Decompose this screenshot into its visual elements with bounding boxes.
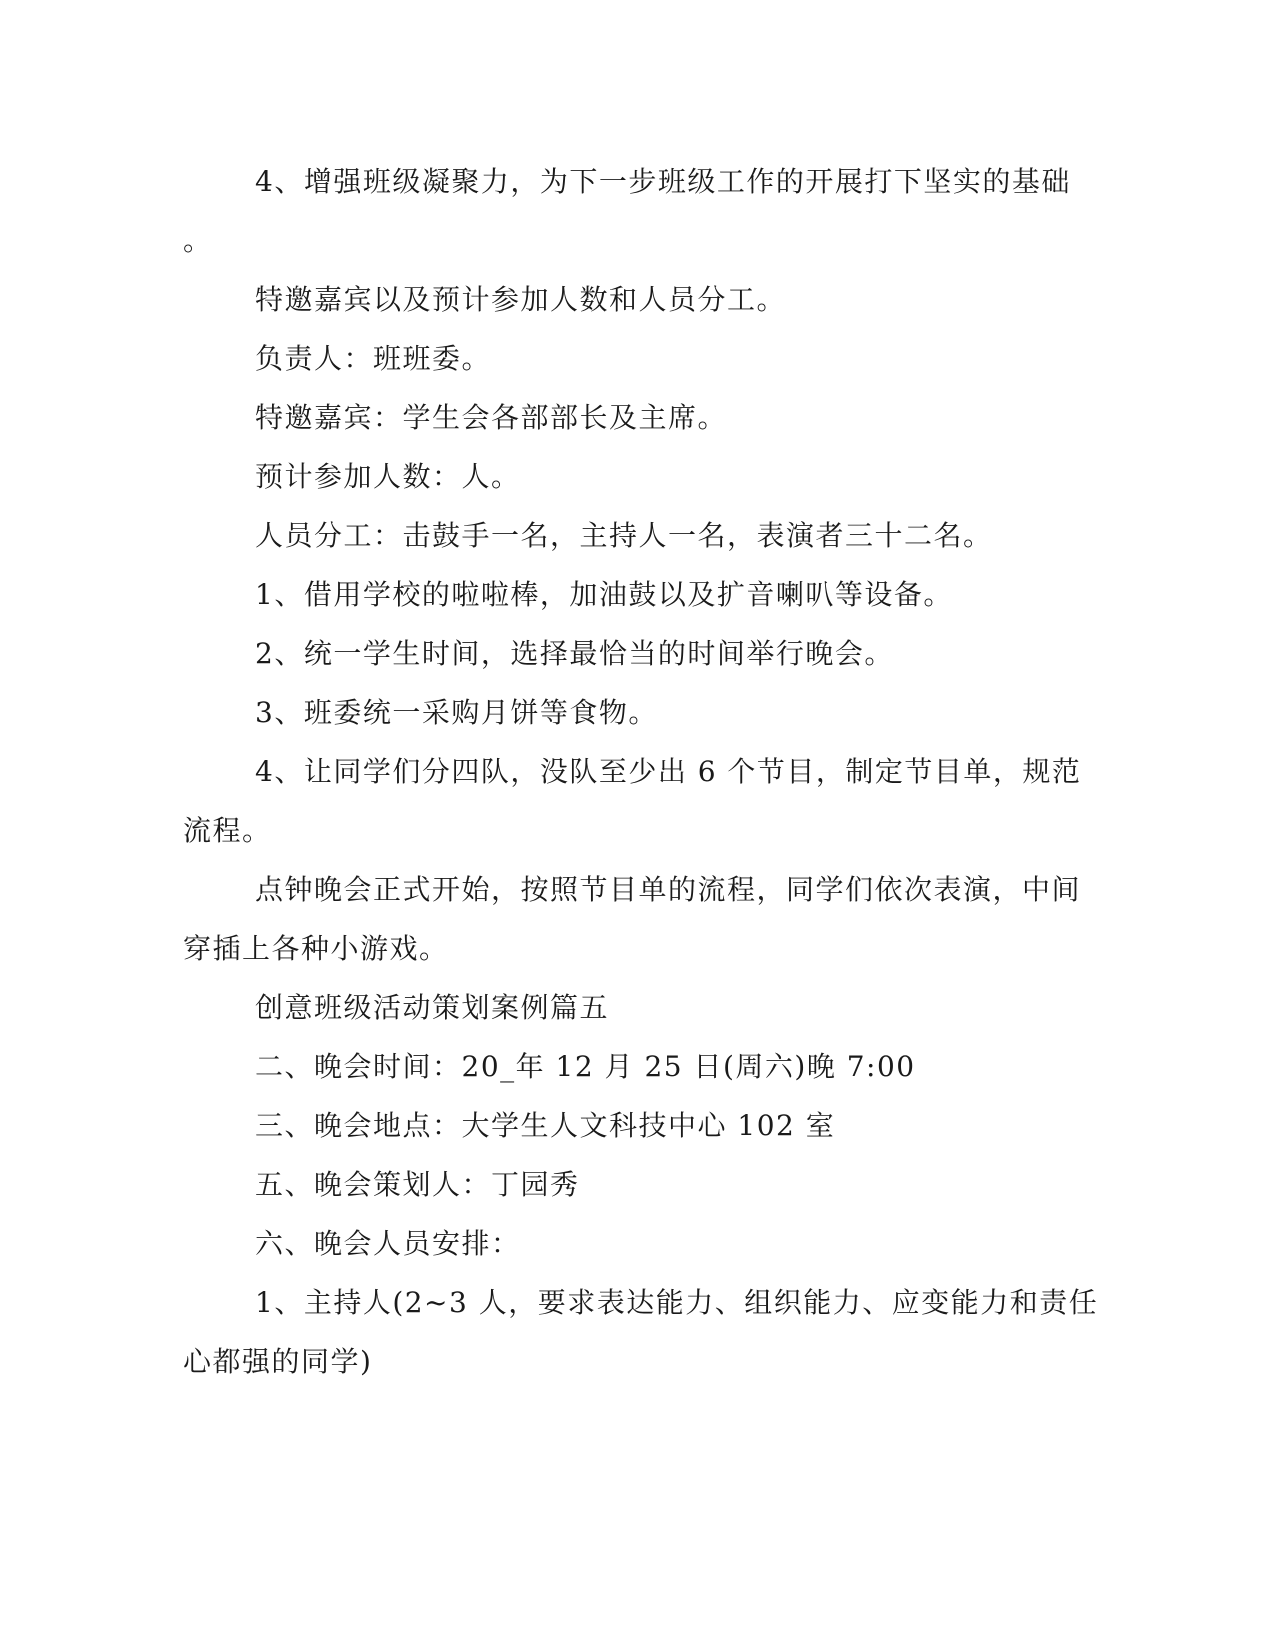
paragraph-line: 二、晚会时间：20_年 12 月 25 日(周六)晚 7:00 [255, 1050, 916, 1083]
paragraph-line: 预计参加人数：人。 [255, 460, 521, 493]
paragraph-line: 三、晚会地点：大学生人文科技中心 102 室 [255, 1109, 836, 1142]
paragraph-line: 。 [183, 224, 213, 257]
paragraph-line: 五、晚会策划人：丁园秀 [255, 1168, 580, 1201]
paragraph-line: 3、班委统一采购月饼等食物。 [255, 696, 658, 729]
paragraph-line: 特邀嘉宾：学生会各部部长及主席。 [255, 401, 728, 434]
section-heading: 创意班级活动策划案例篇五 [255, 991, 610, 1024]
paragraph-line: 2、统一学生时间，选择最恰当的时间举行晚会。 [255, 637, 894, 670]
paragraph-line: 4、让同学们分四队，没队至少出 6 个节目，制定节目单，规范 [255, 755, 1082, 788]
paragraph-line: 4、增强班级凝聚力，为下一步班级工作的开展打下坚实的基础 [255, 165, 1071, 198]
paragraph-line: 1、主持人(2~3 人，要求表达能力、组织能力、应变能力和责任 [255, 1286, 1099, 1319]
paragraph-line: 1、借用学校的啦啦棒，加油鼓以及扩音喇叭等设备。 [255, 578, 953, 611]
paragraph-line: 人员分工：击鼓手一名，主持人一名，表演者三十二名。 [255, 519, 993, 552]
paragraph-line: 心都强的同学) [183, 1345, 373, 1378]
paragraph-line: 特邀嘉宾以及预计参加人数和人员分工。 [255, 283, 787, 316]
paragraph-line: 六、晚会人员安排： [255, 1227, 521, 1260]
paragraph-line: 穿插上各种小游戏。 [183, 932, 449, 965]
paragraph-line: 负责人：班班委。 [255, 342, 492, 375]
paragraph-line: 流程。 [183, 814, 272, 847]
paragraph-line: 点钟晚会正式开始，按照节目单的流程，同学们依次表演，中间 [255, 873, 1082, 906]
